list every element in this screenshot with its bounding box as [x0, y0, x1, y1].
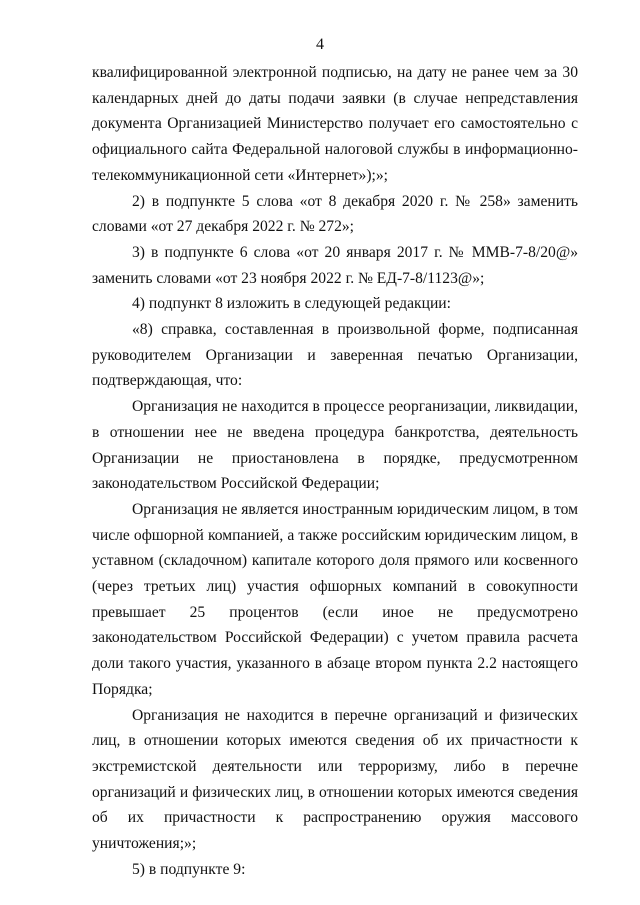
page-number: 4	[316, 36, 324, 53]
paragraph-offshore: Организация не является иностранным юридическим лицом, в том числе офшорной компанией, а также российским юридическим лицом, в уставном (складочном) капитале которого доля прямого или косвенного (через третьих лиц) участия офшорных компаний в совокупности превышает 25 процентов (если иное не предусмотрено законодательством Российской Федерации) с учетом правила расчета доли такого участия, указанного в абзаце втором пункта 2.2 настоящего Порядка;	[92, 500, 578, 698]
document-body	[92, 60, 578, 883]
paragraph-item-4: 4) подпункт 8 изложить в следующей редакции:	[132, 295, 451, 313]
paragraph-item-3: 3) в подпункте 6 слова «от 20 января 2017 г. № ММВ-7-8/20@» заменить словами «от 23 ноября 2022 г. № ЕД-7-8/1123@»;	[92, 243, 578, 287]
paragraph-extremism-list: Организация не находится в перечне организаций и физических лиц, в отношении которых имеются сведения об их причастности к экстремистской деятельности или терроризму, либо в перечне организаций и физических лиц, в отношении которых имеются сведения об их причастности к распространению оружия массового уничтожения;»;	[92, 706, 578, 853]
paragraph-item-5: 5) в подпункте 9:	[132, 860, 246, 878]
paragraph-subpoint-8: «8) справка, составленная в произвольной форме, подписанная руководителем Организации и заверенная печатью Организации, подтверждающая, что:	[92, 321, 578, 390]
paragraph-item-2: 2) в подпункте 5 слова «от 8 декабря 2020 г. № 258» заменить словами «от 27 декабря 2022 г. № 272»;	[92, 192, 578, 236]
paragraph-reorganization: Организация не находится в процессе реорганизации, ликвидации, в отношении нее не введена процедура банкротства, деятельность Организации не приостановлена в порядке, предусмотренном законодательством Российской Федерации;	[92, 398, 578, 493]
paragraph-continuation: квалифицированной электронной подписью, на дату не ранее чем за 30 календарных дней до даты подачи заявки (в случае непредставления документа Организацией Министерство получает его самостоятельно с официального сайта Федеральной налоговой службы в информационно-телекоммуникационной сети «Интернет»);»;	[92, 64, 578, 184]
